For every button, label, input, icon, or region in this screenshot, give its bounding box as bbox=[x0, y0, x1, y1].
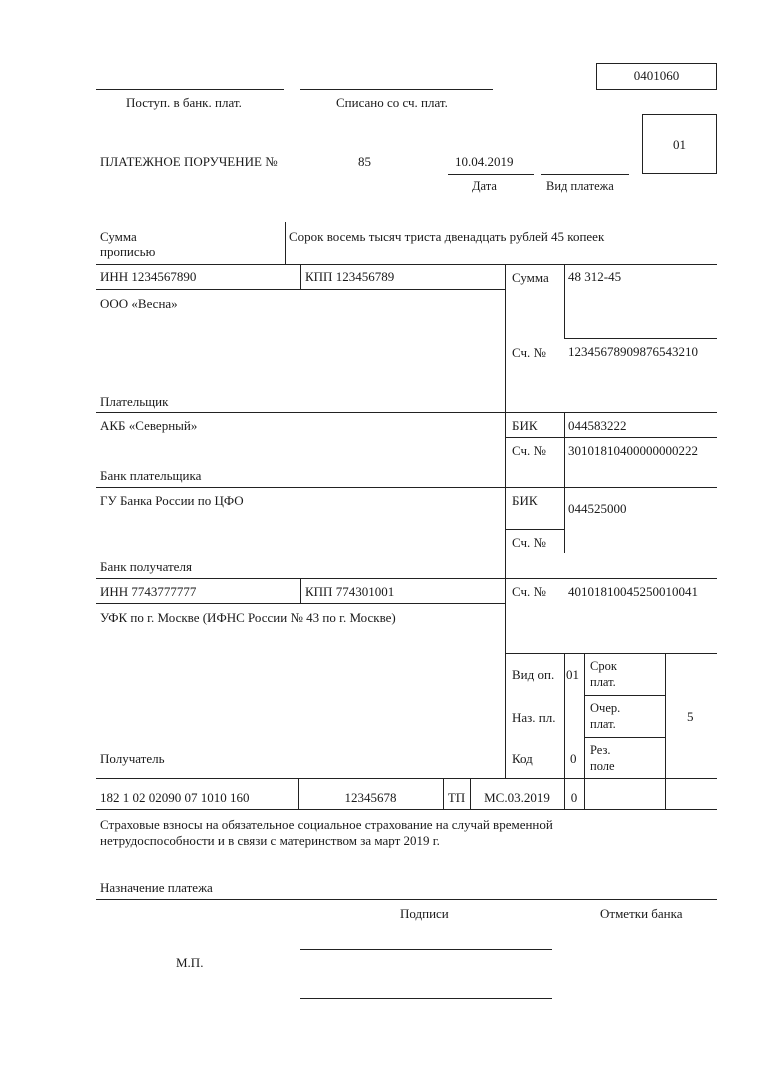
bank-marks-label: Отметки банка bbox=[600, 906, 683, 921]
purpose-line-2: нетрудоспособности и в связи с материнством за март 2019 г. bbox=[100, 833, 440, 848]
grid-line-13 bbox=[96, 778, 717, 779]
code-label: Код bbox=[512, 751, 533, 766]
recipient-bank-label: Банк получателя bbox=[100, 559, 192, 574]
reserve-label-2: поле bbox=[590, 759, 615, 773]
op-type-label: Вид оп. bbox=[512, 667, 555, 682]
grid-line-6 bbox=[96, 487, 717, 488]
purpose-bottom-line bbox=[96, 899, 717, 900]
grid-vline-right-col bbox=[505, 264, 506, 778]
recipient-inn: ИНН 7743777777 bbox=[100, 584, 197, 599]
received-label: Поступ. в банк. плат. bbox=[126, 95, 242, 110]
order-date: 10.04.2019 bbox=[455, 154, 514, 169]
amount-words-divider bbox=[285, 222, 286, 264]
due-label-1: Срок bbox=[590, 659, 617, 673]
grid-line-10 bbox=[505, 653, 717, 654]
amount-words-label-1: Сумма bbox=[100, 229, 137, 244]
grid-line-4 bbox=[96, 412, 717, 413]
priority-label-1: Очер. bbox=[590, 701, 621, 715]
recipient-bank-bik-label: БИК bbox=[512, 493, 538, 508]
grid-line-8 bbox=[96, 578, 717, 579]
purpose-label: Назначение платежа bbox=[100, 880, 213, 895]
recipient-account-label: Сч. № bbox=[512, 584, 546, 599]
payer-account: 12345678909876543210 bbox=[568, 344, 698, 359]
grid-line-9 bbox=[96, 603, 505, 604]
payer-amount: 48 312-45 bbox=[568, 269, 622, 284]
grid-vline-value-col-2 bbox=[564, 412, 565, 553]
recipient-account: 40101810045250010041 bbox=[568, 584, 698, 599]
reserve-label-1: Рез. bbox=[590, 743, 611, 757]
payer-kpp: КПП 123456789 bbox=[305, 269, 395, 284]
recipient-label: Получатель bbox=[100, 751, 165, 766]
due-label-2: плат. bbox=[590, 675, 616, 689]
payment-type-label: Вид платежа bbox=[546, 179, 614, 193]
order-number: 85 bbox=[358, 154, 371, 169]
recipient-kpp: КПП 774301001 bbox=[305, 584, 395, 599]
grid-vline-value-col-3 bbox=[564, 653, 565, 809]
purpose-line-1: Страховые взносы на обязательное социальное страхование на случай временной bbox=[100, 817, 553, 832]
recipient-bank-name: ГУ Банка России по ЦФО bbox=[100, 493, 244, 508]
payer-bank-account-label: Сч. № bbox=[512, 443, 546, 458]
date-label: Дата bbox=[472, 179, 497, 193]
recipient-bank-bik: 044525000 bbox=[568, 501, 627, 516]
payer-amount-label: Сумма bbox=[512, 270, 549, 285]
recipient-name: УФК по г. Москве (ИФНС России № 43 по г. Москве) bbox=[100, 610, 396, 625]
payer-bank-account: 30101810400000000222 bbox=[568, 443, 698, 458]
received-line bbox=[96, 89, 284, 90]
grid-line-11 bbox=[584, 695, 665, 696]
tax-period: МС.03.2019 bbox=[484, 790, 550, 805]
purpose-code-label: Наз. пл. bbox=[512, 710, 556, 725]
payer-name: ООО «Весна» bbox=[100, 296, 178, 311]
grid-line-7 bbox=[505, 529, 564, 530]
grid-vline-kpp-1 bbox=[300, 264, 301, 289]
payer-inn: ИНН 1234567890 bbox=[100, 269, 197, 284]
tax-oktmo: 12345678 bbox=[344, 790, 397, 805]
grid-line-12 bbox=[584, 737, 665, 738]
payer-bank-name: АКБ «Северный» bbox=[100, 418, 198, 433]
tax-kbk: 182 1 02 02090 07 1010 160 bbox=[100, 790, 250, 805]
grid-line-14 bbox=[96, 809, 717, 810]
grid-vline-op-1 bbox=[584, 653, 585, 809]
debited-line bbox=[300, 89, 493, 90]
payer-bank-bik: 044583222 bbox=[568, 418, 627, 433]
signature-line-1 bbox=[300, 949, 552, 950]
code-value: 0 bbox=[570, 751, 577, 766]
grid-line-3 bbox=[564, 338, 717, 339]
payer-label: Плательщик bbox=[100, 394, 169, 409]
document-title: ПЛАТЕЖНОЕ ПОРУЧЕНИЕ № bbox=[100, 154, 278, 169]
signatures-label: Подписи bbox=[400, 906, 449, 921]
debited-label: Списано со сч. плат. bbox=[336, 95, 448, 110]
amount-words-label-2: прописью bbox=[100, 244, 156, 259]
priority-label-2: плат. bbox=[590, 717, 616, 731]
date-line bbox=[448, 174, 534, 175]
tax-basis: ТП bbox=[447, 790, 466, 805]
payer-bank-label: Банк плательщика bbox=[100, 468, 202, 483]
grid-line-2 bbox=[96, 289, 505, 290]
op-type-value: 01 bbox=[566, 667, 579, 682]
grid-line-1 bbox=[96, 264, 717, 265]
payer-account-label: Сч. № bbox=[512, 345, 546, 360]
grid-vline-kpp-2 bbox=[300, 578, 301, 603]
grid-line-5 bbox=[505, 437, 717, 438]
recipient-bank-account-label: Сч. № bbox=[512, 535, 546, 550]
signature-line-2 bbox=[300, 998, 552, 999]
priority-value: 5 bbox=[687, 709, 694, 724]
tax-doc-number: 0 bbox=[570, 790, 578, 805]
payment-type-line bbox=[541, 174, 629, 175]
form-code: 0401060 bbox=[633, 68, 680, 83]
status-code: 01 bbox=[673, 137, 686, 152]
grid-vline-op-2 bbox=[665, 653, 666, 809]
amount-words-value: Сорок восемь тысяч триста двенадцать рублей 45 копеек bbox=[289, 229, 605, 244]
stamp-label: М.П. bbox=[176, 955, 204, 970]
grid-vline-value-col bbox=[564, 264, 565, 338]
payer-bank-bik-label: БИК bbox=[512, 418, 538, 433]
